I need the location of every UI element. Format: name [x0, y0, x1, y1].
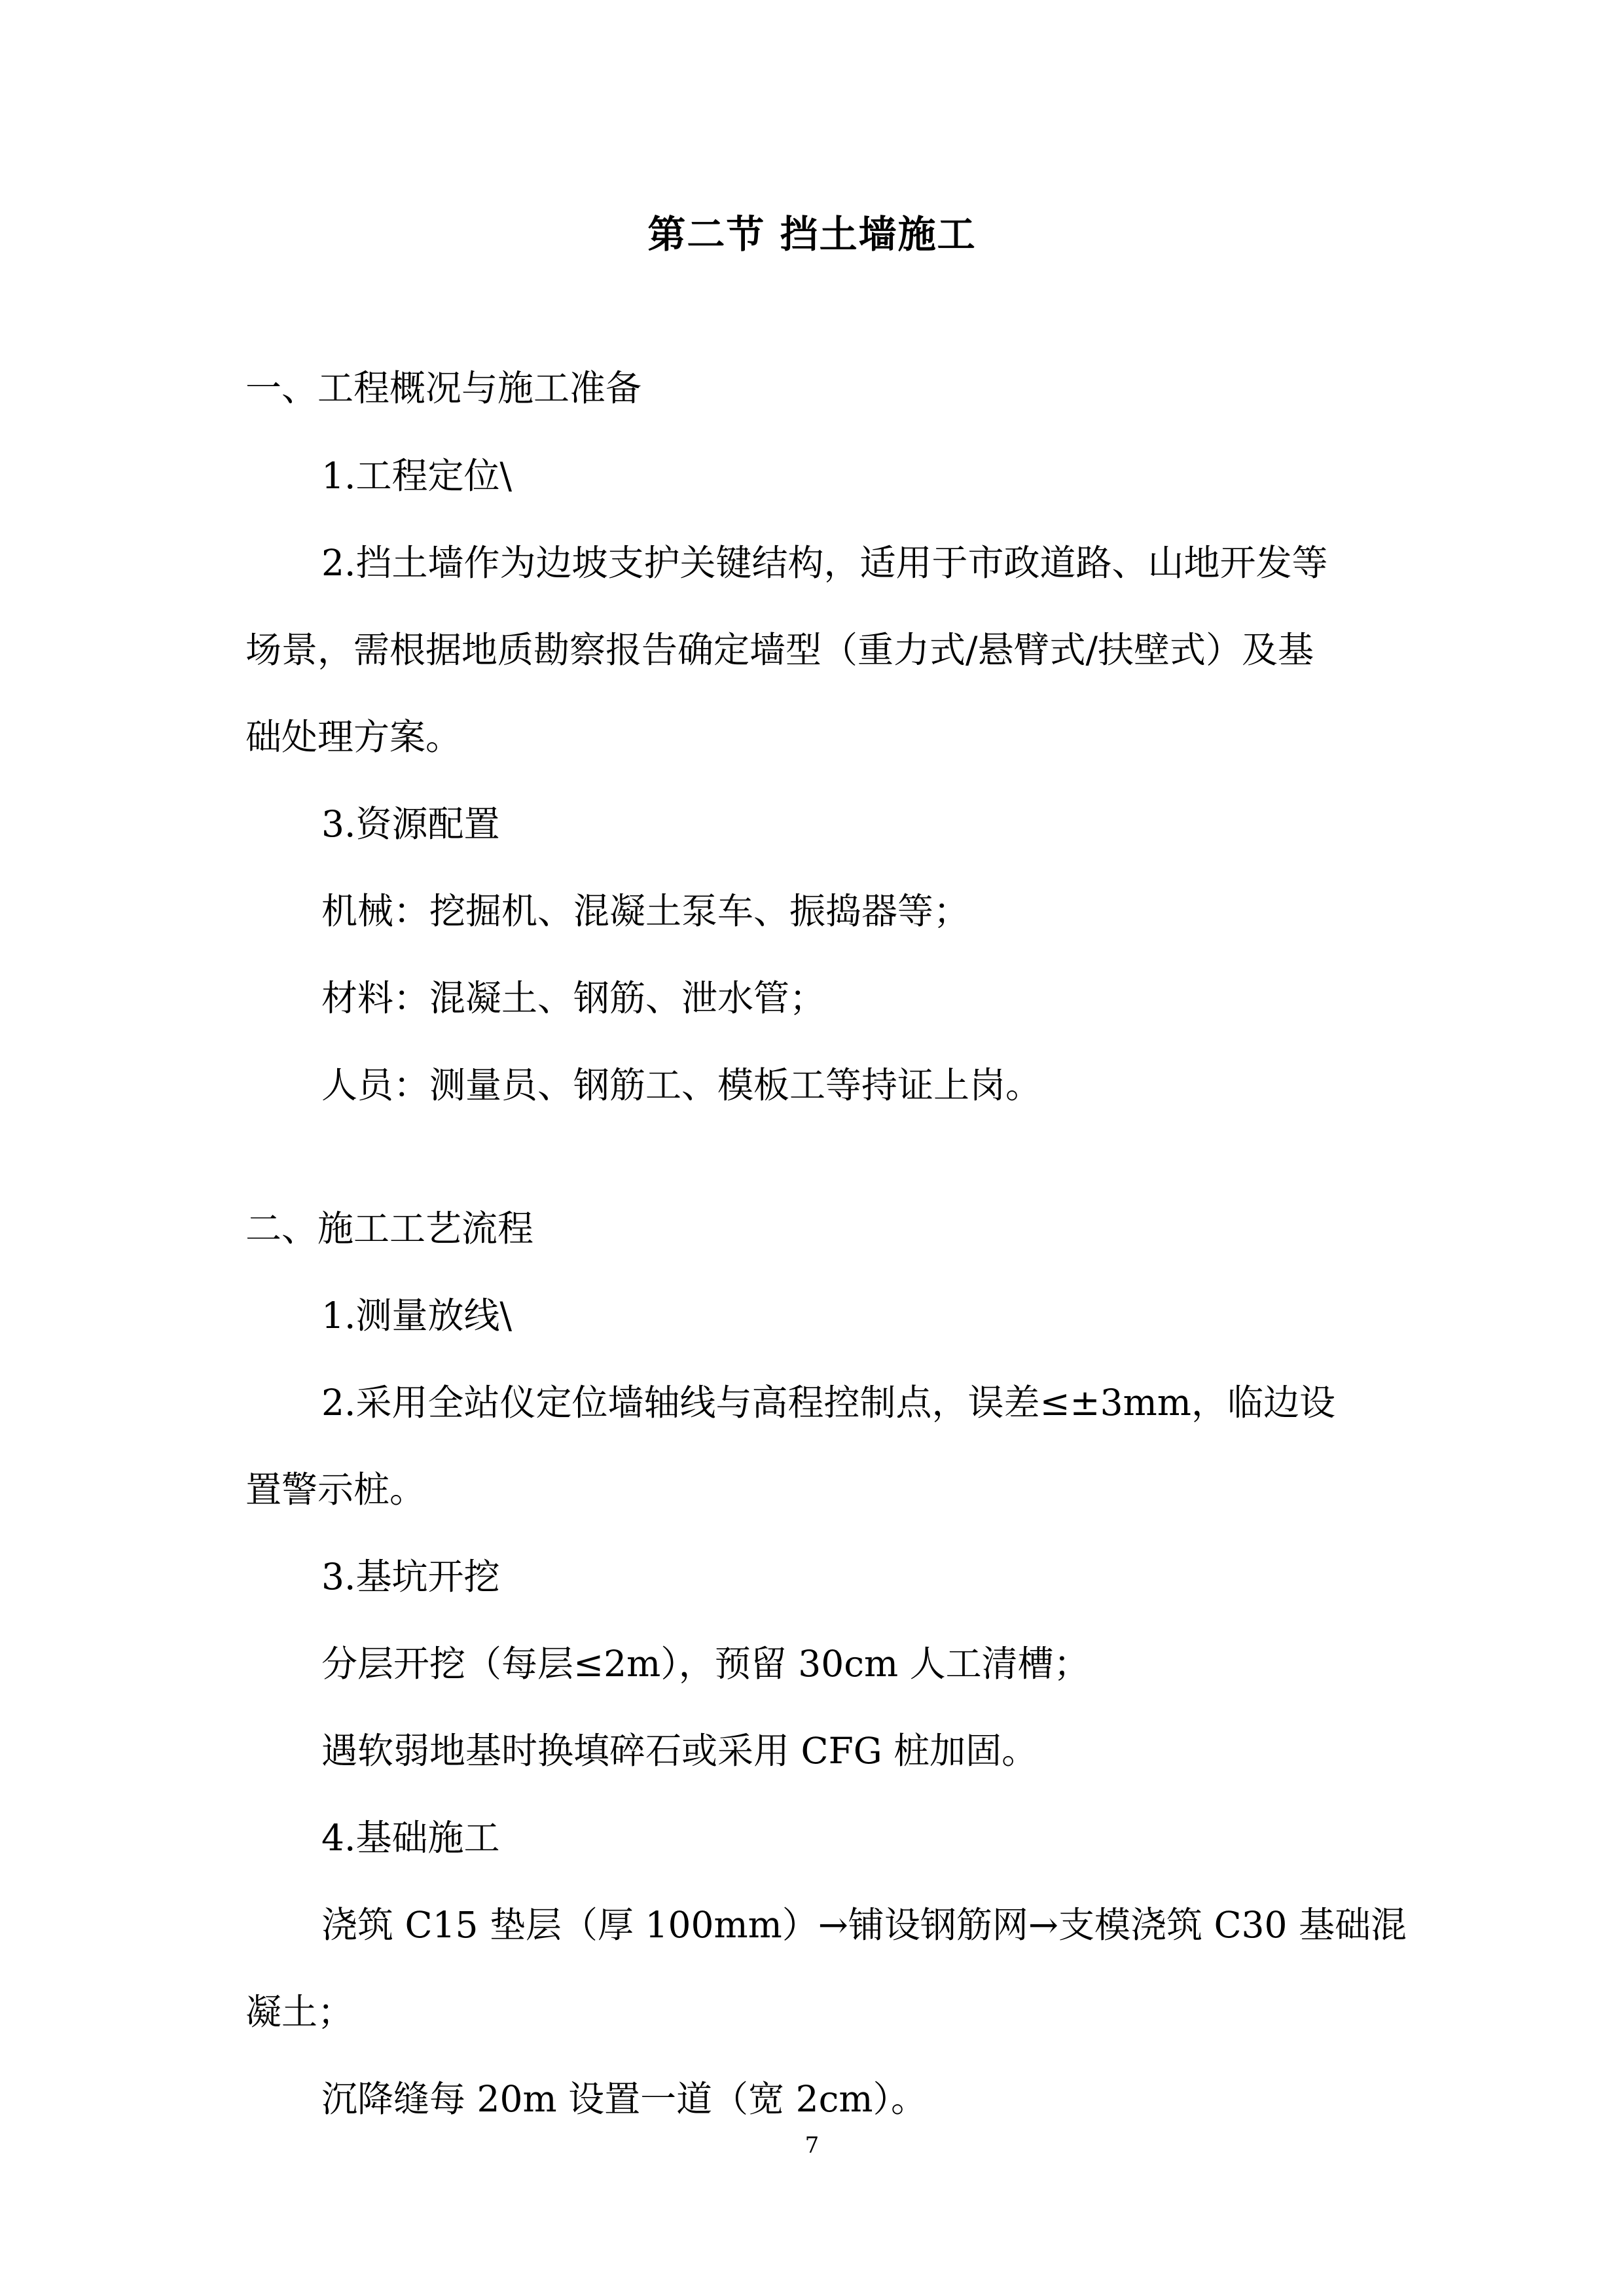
paragraph-line: 2.挡土墙作为边坡支护关键结构，适用于市政道路、山地开发等: [321, 542, 1328, 584]
paragraph-line: 分层开挖（每层≤2m），预留 30cm 人工清槽；: [321, 1643, 1090, 1685]
page-number: 7: [804, 2132, 820, 2159]
paragraph-line: 沉降缝每 20m 设置一道（宽 2cm）。: [321, 2078, 928, 2120]
section-title: 第二节 挡土墙施工: [647, 212, 977, 257]
paragraph-line: 材料：混凝土、钢筋、泄水管；: [321, 977, 826, 1019]
paragraph-line: 1.测量放线\: [321, 1295, 513, 1336]
paragraph-line: 人员：测量员、钢筋工、模板工等持证上岗。: [321, 1064, 1042, 1106]
paragraph-line: 础处理方案。: [245, 716, 462, 758]
section-heading-2: 二、施工工艺流程: [245, 1208, 534, 1249]
paragraph-line: 2.采用全站仪定位墙轴线与高程控制点，误差≤±3mm，临边设: [321, 1382, 1335, 1424]
paragraph-line: 机械：挖掘机、混凝土泵车、振捣器等；: [321, 890, 970, 932]
paragraph-line: 场景，需根据地质勘察报告确定墙型（重力式/悬臂式/扶壁式）及基: [245, 629, 1314, 671]
paragraph-line: 1.工程定位\: [321, 455, 513, 497]
paragraph-line: 凝土；: [245, 1991, 354, 2033]
paragraph-line: 遇软弱地基时换填碎石或采用 CFG 桩加固。: [321, 1730, 1038, 1772]
paragraph-line: 浇筑 C15 垫层（厚 100mm）→铺设钢筋网→支模浇筑 C30 基础混: [321, 1904, 1407, 1946]
paragraph-line: 4.基础施工: [321, 1817, 500, 1859]
section-heading-1: 一、工程概况与施工准备: [245, 367, 642, 409]
paragraph-line: 置警示桩。: [245, 1469, 426, 1511]
paragraph-line: 3.资源配置: [321, 803, 500, 845]
paragraph-line: 3.基坑开挖: [321, 1556, 500, 1598]
